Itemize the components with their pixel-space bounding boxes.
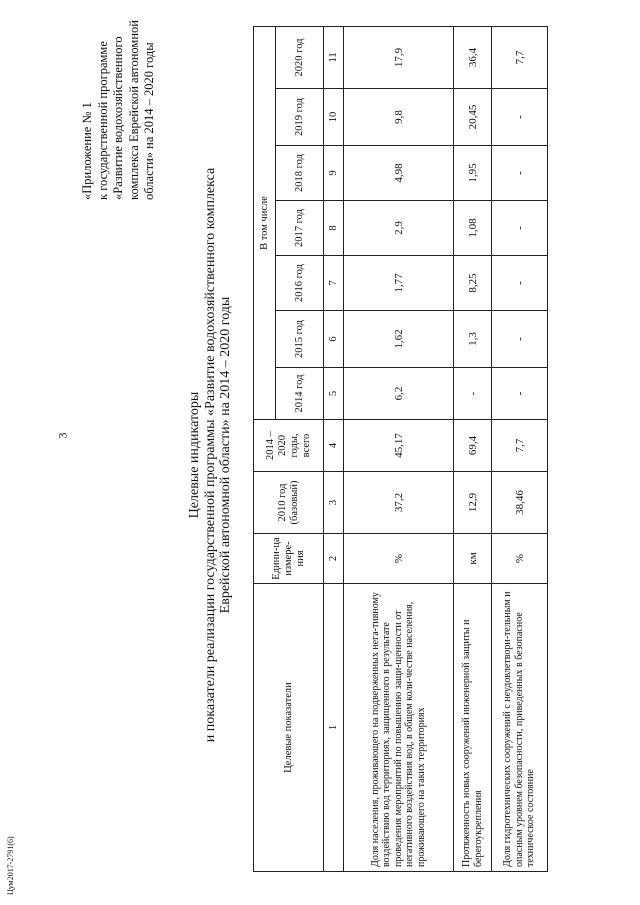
value-cell: 9,8 <box>344 89 454 146</box>
header-including: В том числе <box>254 26 276 419</box>
column-number: 9 <box>324 146 344 201</box>
unit-cell: % <box>492 534 548 584</box>
column-number: 3 <box>324 472 344 534</box>
appendix-caption <box>80 20 158 200</box>
column-number: 8 <box>324 201 344 256</box>
header-indicators: Целевые показатели <box>254 584 324 872</box>
heading-line: Еврейской автономной области» на 2014 – 2020 годы <box>218 296 234 614</box>
appendix-line: к государственной программе <box>95 41 110 200</box>
column-number: 1 <box>324 584 344 872</box>
base-cell: 37,2 <box>344 472 454 534</box>
header-year: 2020 год <box>276 26 324 88</box>
total-cell: 45,17 <box>344 420 454 472</box>
column-number: 6 <box>324 311 344 368</box>
value-cell: 6,2 <box>344 368 454 420</box>
header-year: 2017 год <box>276 201 324 256</box>
header-year: 2016 год <box>276 256 324 311</box>
column-number: 4 <box>324 420 344 472</box>
header-year: 2019 год <box>276 89 324 146</box>
heading-line: Целевые индикаторы <box>187 391 202 519</box>
value-cell: 1,95 <box>454 146 492 201</box>
header-total: 2014 – 2020 годы, всего <box>254 420 324 472</box>
table-row <box>344 26 454 871</box>
header-year: 2014 год <box>276 368 324 420</box>
value-cell: 36,4 <box>454 26 492 88</box>
column-number: 2 <box>324 534 344 584</box>
table-row <box>454 26 492 871</box>
column-number: 10 <box>324 89 344 146</box>
indicator-name: Доля гидротехнических сооружений с неудовлетвори-тельным и опасным уровнем безопасности, приведенных в безопасное техническое состояние <box>492 584 548 872</box>
unit-cell: км <box>454 534 492 584</box>
value-cell: - <box>492 368 548 420</box>
indicator-name: Протяженность новых сооружений инженерной защиты и берегоукрепления <box>454 584 492 872</box>
total-cell: 69,4 <box>454 420 492 472</box>
value-cell: 2,9 <box>344 201 454 256</box>
value-cell: - <box>492 146 548 201</box>
total-cell: 7,7 <box>492 420 548 472</box>
header-unit: Едини-ца измере-ния <box>254 534 324 584</box>
indicators-table <box>253 26 548 872</box>
table-heading <box>187 125 234 785</box>
appendix-line: комплекса Еврейской автономной <box>126 20 141 200</box>
value-cell: 1,08 <box>454 201 492 256</box>
base-cell: 12,9 <box>454 472 492 534</box>
document-id: Цум2017-2791(6) <box>6 836 15 895</box>
heading-line: и показатели реализации государственной программы «Развитие водохозяйственного комплекса <box>202 167 218 743</box>
unit-cell: % <box>344 534 454 584</box>
value-cell: - <box>492 89 548 146</box>
value-cell: - <box>454 368 492 420</box>
value-cell: 7,7 <box>492 26 548 88</box>
column-number: 7 <box>324 256 344 311</box>
appendix-line: «Приложение № 1 <box>80 102 94 200</box>
value-cell: 17,9 <box>344 26 454 88</box>
table-row <box>492 26 548 871</box>
value-cell: - <box>492 311 548 368</box>
value-cell: 8,25 <box>454 256 492 311</box>
header-year: 2018 год <box>276 146 324 201</box>
header-base-year: 2010 год (базовый) <box>254 472 324 534</box>
value-cell: 4,98 <box>344 146 454 201</box>
value-cell: - <box>492 201 548 256</box>
column-number: 11 <box>324 26 344 88</box>
value-cell: - <box>492 256 548 311</box>
value-cell: 1,77 <box>344 256 454 311</box>
base-cell: 38,46 <box>492 472 548 534</box>
page-number: 3 <box>55 432 70 439</box>
appendix-line: области» на 2014 – 2020 годы <box>142 42 157 200</box>
value-cell: 1,3 <box>454 311 492 368</box>
column-number: 5 <box>324 368 344 420</box>
indicator-name: Доля населения, проживающего на подверженных нега-тивному воздействию вод территориях, защищенного в результате проведения мероприятий по повышению защи-щенности от негативного воздействия вод, в общем коли-честве населения, проживающего на таких территориях <box>344 584 454 872</box>
value-cell: 1,62 <box>344 311 454 368</box>
header-year: 2015 год <box>276 311 324 368</box>
value-cell: 20,45 <box>454 89 492 146</box>
appendix-line: «Развитие водохозяйственного <box>111 36 126 200</box>
